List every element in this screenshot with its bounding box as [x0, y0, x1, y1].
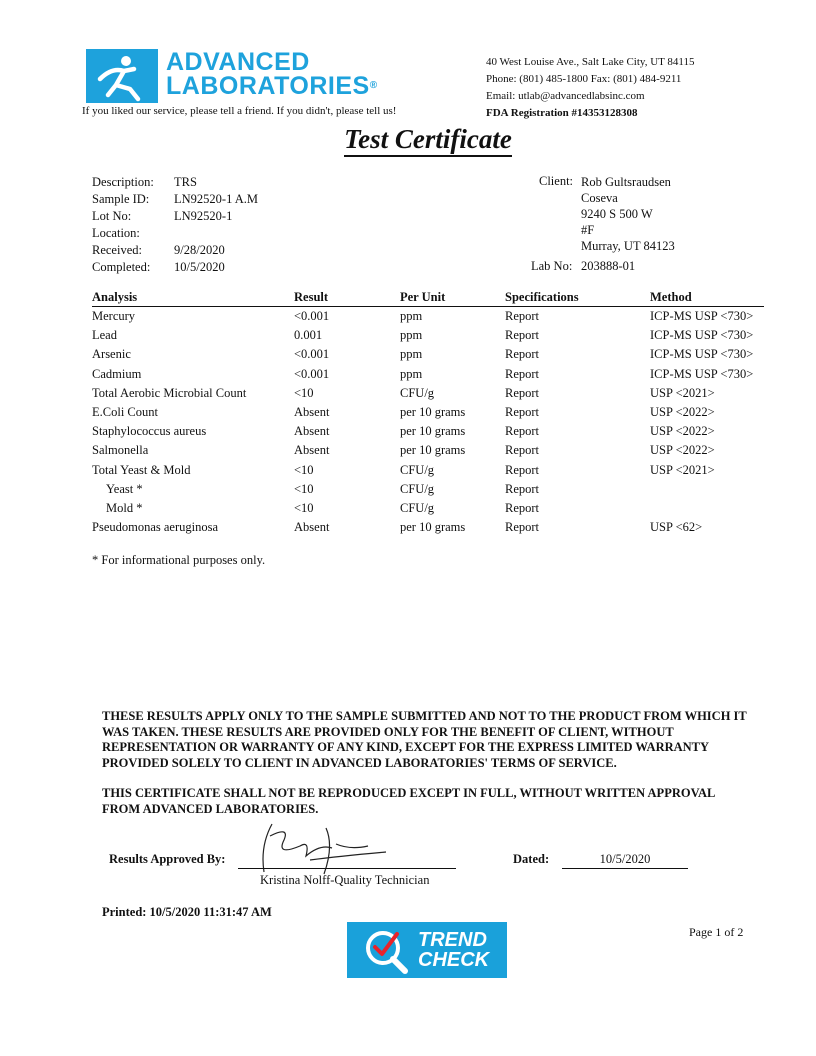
table-cell: Cadmium — [92, 366, 142, 381]
disclaimer-results: THESE RESULTS APPLY ONLY TO THE SAMPLE SUBMITTED AND NOT TO THE PRODUCT FROM WHICH IT WAS TAKEN. THESE RESULTS ARE PROVIDED ONLY FOR THE BENEFIT OF CLIENT, WITHOUT REPRESENTATION OR WARRANTY OF ANY KIND, EXCEPT FOR THE EXPRESS LIMITED WARRANTY PROVIDED SOLELY TO CLIENT IN ADVANCED LABORATORIES' TERMS OF SERVICE. — [102, 709, 747, 770]
table-header-row — [92, 289, 764, 307]
table-cell: USP <2022> — [650, 405, 715, 420]
signature-line — [238, 868, 456, 869]
trend-line2: CHECK — [418, 949, 490, 971]
table-cell: Report — [505, 366, 540, 381]
client-street: 9240 S 500 W — [581, 207, 653, 221]
tagline: If you liked our service, please tell a friend. If you didn't, please tell us! — [82, 105, 397, 117]
table-cell: Report — [505, 405, 540, 420]
table-cell: Report — [505, 424, 540, 439]
table-cell: <10 — [294, 462, 314, 477]
table-cell: CFU/g — [400, 385, 435, 400]
table-cell: ICP-MS USP <730> — [650, 309, 754, 324]
client-address — [581, 174, 675, 260]
table-cell: Report — [505, 347, 540, 362]
table-cell: Arsenic — [92, 347, 131, 362]
table-cell: 0.001 — [294, 328, 323, 343]
completed-value: 10/5/2020 — [174, 260, 225, 274]
page-title — [0, 124, 816, 155]
printed-timestamp: Printed: 10/5/2020 11:31:47 AM — [102, 905, 272, 919]
table-cell: Report — [505, 443, 540, 458]
table-cell: USP <2021> — [650, 462, 715, 477]
logo-runner-icon — [86, 49, 158, 103]
column-header: Analysis — [92, 289, 294, 307]
footnote: * For informational purposes only. — [92, 553, 266, 567]
table-cell: Total Yeast & Mold — [92, 462, 191, 477]
table-cell: per 10 grams — [400, 424, 466, 439]
table-row — [92, 422, 764, 441]
phone-line: Phone: (801) 485-1800 Fax: (801) 484-9211 — [486, 73, 682, 85]
table-cell: Salmonella — [92, 443, 149, 458]
description-label: Description: — [92, 175, 154, 189]
table-row — [92, 518, 764, 537]
client-unit: #F — [581, 223, 595, 237]
title-text: Test Certificate — [344, 124, 512, 157]
location-label: Location: — [92, 226, 140, 240]
company-logo-text: ADVANCED LABORATORIES® — [166, 48, 378, 100]
table-cell: <10 — [294, 500, 314, 515]
table-cell: Total Aerobic Microbial Count — [92, 385, 247, 400]
table-cell: Report — [505, 462, 540, 477]
column-header: Method — [650, 289, 764, 307]
dated-label: Dated: — [513, 852, 550, 866]
column-header: Result — [294, 289, 400, 307]
table-cell — [650, 499, 764, 518]
table-cell: Report — [505, 385, 540, 400]
approved-by-label: Results Approved By: — [109, 852, 226, 866]
table-cell: Pseudomonas aeruginosa — [92, 520, 219, 535]
dated-line — [562, 868, 688, 869]
table-row — [92, 499, 764, 518]
lot-value: LN92520-1 — [174, 209, 233, 223]
table-cell: Report — [505, 481, 540, 496]
table-cell: <0.001 — [294, 347, 330, 362]
table-cell: Mercury — [92, 309, 136, 324]
table-cell: ICP-MS USP <730> — [650, 347, 754, 362]
table-cell: E.Coli Count — [92, 405, 158, 420]
table-cell: per 10 grams — [400, 520, 466, 535]
sample-id-label: Sample ID: — [92, 192, 150, 206]
table-row — [92, 365, 764, 384]
results-table — [92, 289, 764, 537]
sample-info-values — [174, 174, 258, 276]
sample-info-labels — [92, 174, 154, 276]
table-cell: ppm — [400, 309, 423, 324]
table-cell: per 10 grams — [400, 443, 466, 458]
table-cell: per 10 grams — [400, 405, 466, 420]
client-label: Client: — [539, 174, 574, 188]
table-row — [92, 307, 764, 327]
table-cell: ICP-MS USP <730> — [650, 328, 754, 343]
table-cell — [650, 480, 764, 499]
table-cell: Staphylococcus aureus — [92, 424, 207, 439]
location-value — [174, 225, 258, 242]
table-row — [92, 461, 764, 480]
client-company: Coseva — [581, 191, 618, 205]
table-cell: Yeast * — [106, 481, 143, 496]
trend-line1: TREND — [418, 929, 487, 951]
completed-label: Completed: — [92, 260, 151, 274]
column-header: Per Unit — [400, 289, 505, 307]
table-cell: USP <2022> — [650, 443, 715, 458]
lot-label: Lot No: — [92, 209, 132, 223]
table-cell: <10 — [294, 481, 314, 496]
table-cell: Report — [505, 328, 540, 343]
table-cell: Absent — [294, 443, 330, 458]
table-cell: Mold * — [106, 500, 143, 515]
table-cell: CFU/g — [400, 462, 435, 477]
table-row — [92, 384, 764, 403]
table-cell: Absent — [294, 424, 330, 439]
lab-no-label: Lab No: — [531, 259, 573, 273]
page-number: Page 1 of 2 — [689, 925, 744, 939]
table-cell: <10 — [294, 385, 314, 400]
lab-address-block — [486, 54, 695, 122]
table-cell: USP <62> — [650, 520, 703, 535]
table-cell: USP <2022> — [650, 424, 715, 439]
table-cell: <0.001 — [294, 366, 330, 381]
fda-registration: FDA Registration #14353128308 — [486, 107, 638, 119]
table-row — [92, 403, 764, 422]
email-line: Email: utlab@advancedlabsinc.com — [486, 90, 645, 102]
address-line: 40 West Louise Ave., Salt Lake City, UT 84115 — [486, 56, 695, 68]
table-cell: USP <2021> — [650, 385, 715, 400]
table-cell: Report — [505, 500, 540, 515]
description-value: TRS — [174, 175, 197, 189]
table-cell: ppm — [400, 328, 423, 343]
trend-check-text — [418, 930, 489, 970]
signer-name: Kristina Nolff-Quality Technician — [260, 873, 430, 887]
column-header: Specifications — [505, 289, 650, 307]
table-row — [92, 441, 764, 460]
table-cell: Absent — [294, 405, 330, 420]
table-cell: Lead — [92, 328, 117, 343]
table-cell: ppm — [400, 366, 423, 381]
lab-no-value: 203888-01 — [581, 259, 636, 273]
client-city: Murray, UT 84123 — [581, 239, 675, 253]
received-value: 9/28/2020 — [174, 243, 225, 257]
table-cell: CFU/g — [400, 481, 435, 496]
client-name: Rob Gultsraudsen — [581, 175, 671, 189]
table-cell: ICP-MS USP <730> — [650, 366, 754, 381]
table-cell: ppm — [400, 347, 423, 362]
table-row — [92, 326, 764, 345]
table-cell: Report — [505, 309, 540, 324]
dated-value: 10/5/2020 — [599, 852, 651, 866]
table-row — [92, 345, 764, 364]
table-cell: <0.001 — [294, 309, 330, 324]
table-row — [92, 480, 764, 499]
received-label: Received: — [92, 243, 142, 257]
table-cell: CFU/g — [400, 500, 435, 515]
logo-line1: ADVANCED — [166, 48, 310, 76]
table-cell: Absent — [294, 520, 330, 535]
disclaimer-reproduction: THIS CERTIFICATE SHALL NOT BE REPRODUCED EXCEPT IN FULL, WITHOUT WRITTEN APPROVAL FROM ADVANCED LABORATORIES. — [102, 786, 715, 816]
logo-line2: LABORATORIES — [166, 72, 370, 100]
sample-id-value: LN92520-1 A.M — [174, 192, 259, 206]
table-cell: Report — [505, 520, 540, 535]
